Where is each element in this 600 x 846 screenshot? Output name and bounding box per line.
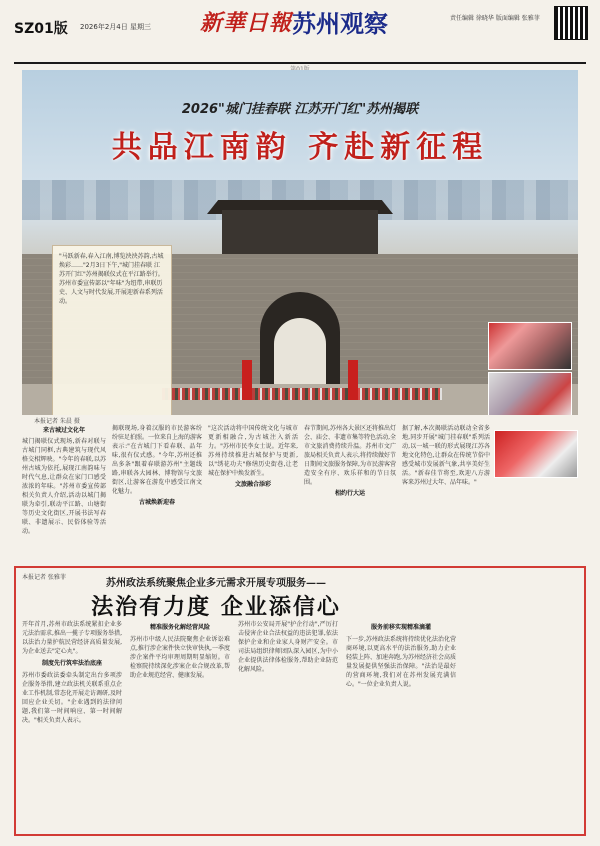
article-text: 下一步,苏州政法系统将持续优化法治化营商环境,以更高水平的法治服务,助力企业轻装上阵、加速奔跑,为苏州经济社会高质量发展提供坚强法治保障。"法治是最好的营商环境,我们对在苏州发展充满信心。"一位企业负责人说。 [346,636,456,688]
qr-code-icon [554,6,588,40]
editor-credits: 责任编辑 徐晓华 版面编辑 张雅菲 [450,15,540,22]
section-label: SZ01版 [14,21,68,37]
column-subhead: 古城焕新迎春 [138,499,175,506]
article-text: 苏州市公安局开展"护企行动",严厉打击侵害企业合法权益的违法犯罪,依法保护企业和企业家人身财产安全。市司法局组织律师团队深入园区,为中小企业提供法律体检服务,帮助企业防范化解风险。 [238,621,338,673]
photo-thumbnail [488,322,572,370]
article-subhead: 服务前移实现精准滴灌 [370,624,431,631]
article-column-3 [238,620,338,830]
column-subhead: 文旅融合添彩 [234,481,271,488]
article-text: 苏州市委政法委牵头制定出台多项涉企服务举措,建立政法机关联系重点企业工作机制,常态化开展走访调研,及时回应企业关切。"企业遇到的法律问题,我们第一时间响应、第一时间解决。"相关负责人表示。 [22,672,122,724]
column-subhead: 相约行大运 [334,490,365,497]
column-5 [402,424,490,562]
article-title: 法治有力度 企业添信心 [91,595,341,620]
article-text: 开年首月,苏州市政法系统紧扣企业多元法治需求,推出一揽子专项服务举措,以法治力量护航民营经济高质量发展,为企业送去"定心丸"。 [22,621,122,655]
crowd [162,388,442,400]
column-subhead: 来古城过文化年 [42,427,85,434]
photo-caption: 本报记者 朱晨 摄 [34,418,80,425]
article-subhead: 精准服务化解经营风险 [149,624,210,631]
article-subtitle: 苏州政法系统聚焦企业多元需求开展专项服务—— [106,578,326,589]
column-4 [304,424,396,562]
feature-photo [22,70,578,415]
gate-tower [222,210,378,255]
newspaper-logo: 新華日報 [200,10,293,36]
column-1 [22,424,106,562]
feature-headline: 2026"城门挂春联 江苏开门红"苏州揭联 [181,102,419,117]
column-text: 据了解,本次揭联活动联动全省多地,同步开展"城门挂春联"系列活动,以一城一联的形式展现江苏各地文化特色,让群众在传统节俗中感受城市发展新气象,共享美好生活。"新春佳节将至,欢迎八方游客来苏州过大年、品年味。" [402,425,490,486]
column-text: "这次活动将中国传统文化与城市更新相融合,为古城注入新活力。"苏州市民李女士说。近年来,苏州持续推进古城保护与更新,以"绣花功夫"修缮历史街巷,让老城在保护中焕发新生。 [208,425,298,477]
bottom-article [14,566,586,836]
article-byline: 本报记者 张雅菲 [22,574,66,581]
column-text: 城门揭联仪式现场,新春对联与古城门同框,古典建筑与现代风格交相辉映。"今年的春联,以苏州古城为依托,展现江南韵味与时代气息,让群众在家门口感受浓浓的年味。"苏州市委宣传部相关负责人介绍,活动以城门揭联为牵引,联动平江路、山塘街等历史文化街区,开展书法写春联、非遗展示、民俗体验等活动。 [22,438,106,535]
column-text: 春节期间,苏州各大景区还将推出灯会、庙会、非遗市集等特色活动,全市文旅消费持续升温。苏州市文广旅局相关负责人表示,将持续做好节日期间文旅服务保障,为市民游客营造安全有序、欢乐祥和的节日氛围。 [304,425,396,486]
feature-title: 共品江南韵 齐赴新征程 [111,130,489,165]
column-text: 揭联现场,身着汉服的市民游客纷纷驻足拍照。一位来自上海的游客表示:"在古城门下看春联、品年味,很有仪式感。"今年,苏州还推出多条"跟着春联游苏州"主题线路,串联各大园林、博物馆与文旅街区,让游客在游览中感受江南文化魅力。 [112,425,202,495]
couplet-banner-right [348,360,358,400]
article-text: 苏州市中级人民法院聚焦企业诉讼难点,推行涉企案件快立快审快执,一季度涉企案件平均审理周期明显缩短。市检察院持续深化涉案企业合规改革,帮助企业规范经营、健康发展。 [130,636,230,679]
photo-thumbnail [488,372,572,415]
column-2 [112,424,202,562]
article-subhead: 制度先行筑牢法治底座 [41,660,102,667]
intro-box: "马跃新春,春入江南,博览泱泱苏韵,古城焕彩……"2月3日下午,"城门挂春联 江苏开门红"苏州揭联仪式在平江路举行。苏州市委宣传部以"年味"为纽带,串联历史、人文与时代发展,开展迎新春系列活动。 [52,245,172,415]
photo-thumbnail [494,430,578,478]
issue-date: 2026年2月4日 星期三 [80,23,151,31]
couplet-banner-left [242,360,252,400]
gate-opening [274,318,326,384]
article-column-4 [346,620,456,830]
article-column-2 [130,620,230,830]
column-3 [208,424,298,562]
section-name: 苏州观察 [292,10,388,38]
article-column-1 [22,620,122,830]
